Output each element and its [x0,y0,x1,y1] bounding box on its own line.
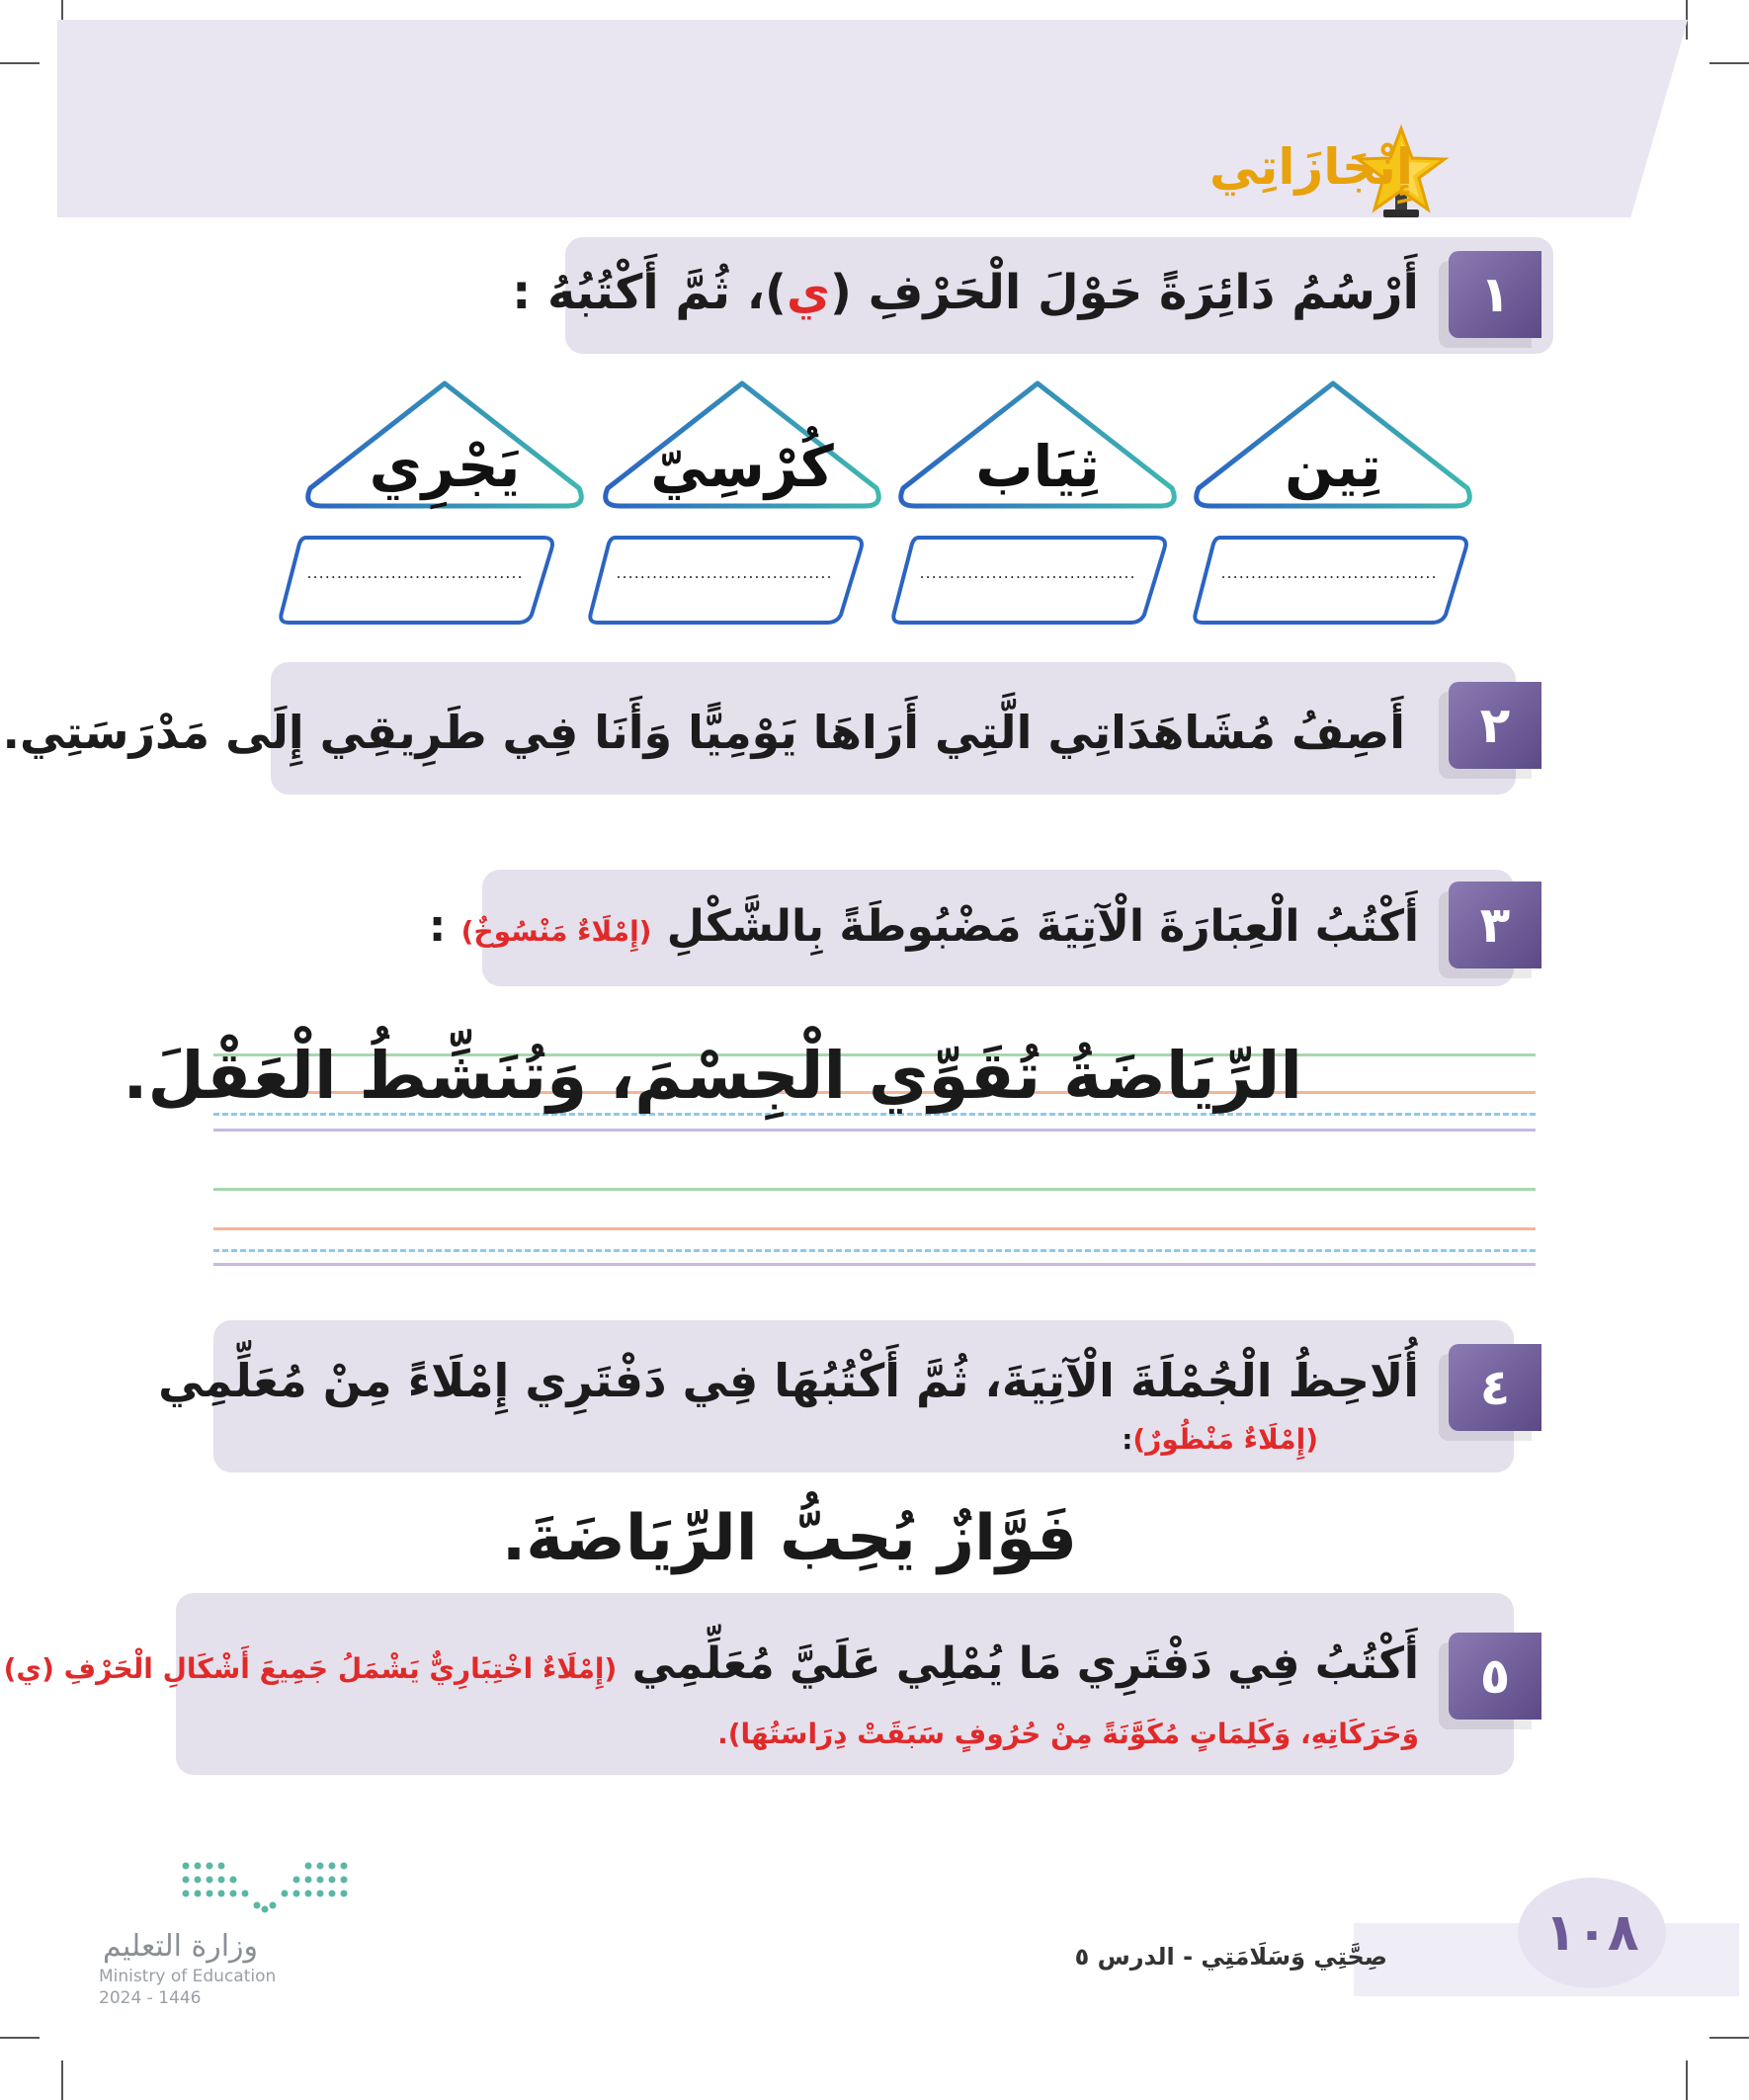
crop-mark [61,2060,63,2100]
question-4-note: (إِمْلَاءٌ مَنْظُورٌ) [1132,1423,1318,1456]
model-sentence: الرِّيَاضَةُ تُقَوِّي الْجِسْمَ، وَتُنَشِّطُ الْعَقْلَ. [123,1038,1302,1114]
model-sentence: فَوَّازٌ يُحِبُّ الرِّيَاضَةَ. [501,1502,1077,1575]
word-card [1189,378,1477,512]
question-4-text: أُلَاحِظُ الْجُمْلَةَ الْآتِيَةَ، ثُمَّ أَكْتُبُهَا فِي دَفْتَرِي إِمْلَاءً مِنْ مُعَلِّمِي [158,1354,1419,1407]
question-2-number: ٢ [1449,682,1541,769]
word-card [300,378,589,512]
lesson-label: صِحَّتِي وَسَلَامَتِي - الدرس ٥ [1074,1943,1387,1971]
answer-box[interactable] [277,534,555,627]
question-5-number: ٥ [1449,1633,1541,1720]
crop-mark [1686,2060,1688,2100]
question-4-note-row: (إِمْلَاءٌ مَنْظُورٌ): [1122,1423,1318,1456]
question-5-text: أَكْتُبُ فِي دَفْتَرِي مَا يُمْلِي عَلَيَّ مُعَلِّمِي (إِمْلَاءٌ اخْتِبَارِيٌّ يَشْمَلُ جَمِيعَ أَشْكَالِ الْحَرْفِ (ي) [3,1638,1419,1689]
answer-dotted-line: .................................... [306,563,524,582]
word-text: تِين [1285,433,1381,500]
question-1-number: ١ [1449,251,1541,338]
crop-mark [0,62,40,64]
word-text: يَجْرِي [369,433,521,500]
ministry-logo-icon [178,1858,352,1917]
question-3-text: أَكْتُبُ الْعِبَارَةَ الْآتِيَةَ مَضْبُوطَةً بِالشَّكْلِ (إِمْلَاءٌ مَنْسُوخٌ) : [428,901,1419,952]
answer-box[interactable] [1191,534,1469,627]
writing-line [213,1129,1536,1132]
answer-dotted-line: .................................... [919,563,1136,582]
crop-mark [1709,2037,1749,2039]
word-text: كُرْسِيّ [650,433,834,500]
crop-mark [1709,62,1749,64]
edition-year: 2024 - 1446 [99,1988,202,2008]
question-3-note: (إِمْلَاءٌ مَنْسُوخٌ) [460,915,652,948]
answer-box[interactable] [586,534,865,627]
question-5-note: (إِمْلَاءٌ اخْتِبَارِيٌّ يَشْمَلُ جَمِيعَ أَشْكَالِ الْحَرْفِ (ي) [3,1652,618,1685]
target-letter: ي [786,265,830,320]
question-1-text: أَرْسُمُ دَائِرَةً حَوْلَ الْحَرْفِ (ي)، ثُمَّ أَكْتُبُهُ : [512,265,1419,320]
answer-box[interactable] [889,534,1168,627]
answer-dotted-line: .................................... [616,563,833,582]
writing-line[interactable] [213,1263,1536,1266]
ministry-name-english: Ministry of Education [99,1967,277,1986]
question-5-note-row [717,1718,1419,1750]
answer-dotted-line: .................................... [1220,563,1438,582]
question-5-note-continued: وَحَرَكَاتِهِ، وَكَلِمَاتٍ مُكَوَّنَةً مِنْ حُرُوفٍ سَبَقَتْ دِرَاسَتُهَا). [717,1718,1419,1750]
writing-line[interactable] [213,1188,1536,1191]
word-card [893,378,1182,512]
word-card [598,378,886,512]
ministry-name-arabic: وزارة التعليم [103,1929,259,1964]
page-title: إِنْجَازَاتِي [1208,138,1413,196]
page-number: ١٠٨ [1518,1878,1666,1988]
writing-line[interactable] [213,1227,1536,1230]
crop-mark [0,2037,40,2039]
writing-line[interactable] [213,1249,1536,1252]
question-2-text: أَصِفُ مُشَاهَدَاتِي الَّتِي أَرَاهَا يَوْمِيًّا وَأَنَا فِي طَرِيقِي إِلَى مَدْرَسَتِي. [2,706,1405,759]
word-text: ثِيَاب [975,433,1100,500]
question-3-number: ٣ [1449,882,1541,968]
question-4-number: ٤ [1449,1344,1541,1431]
